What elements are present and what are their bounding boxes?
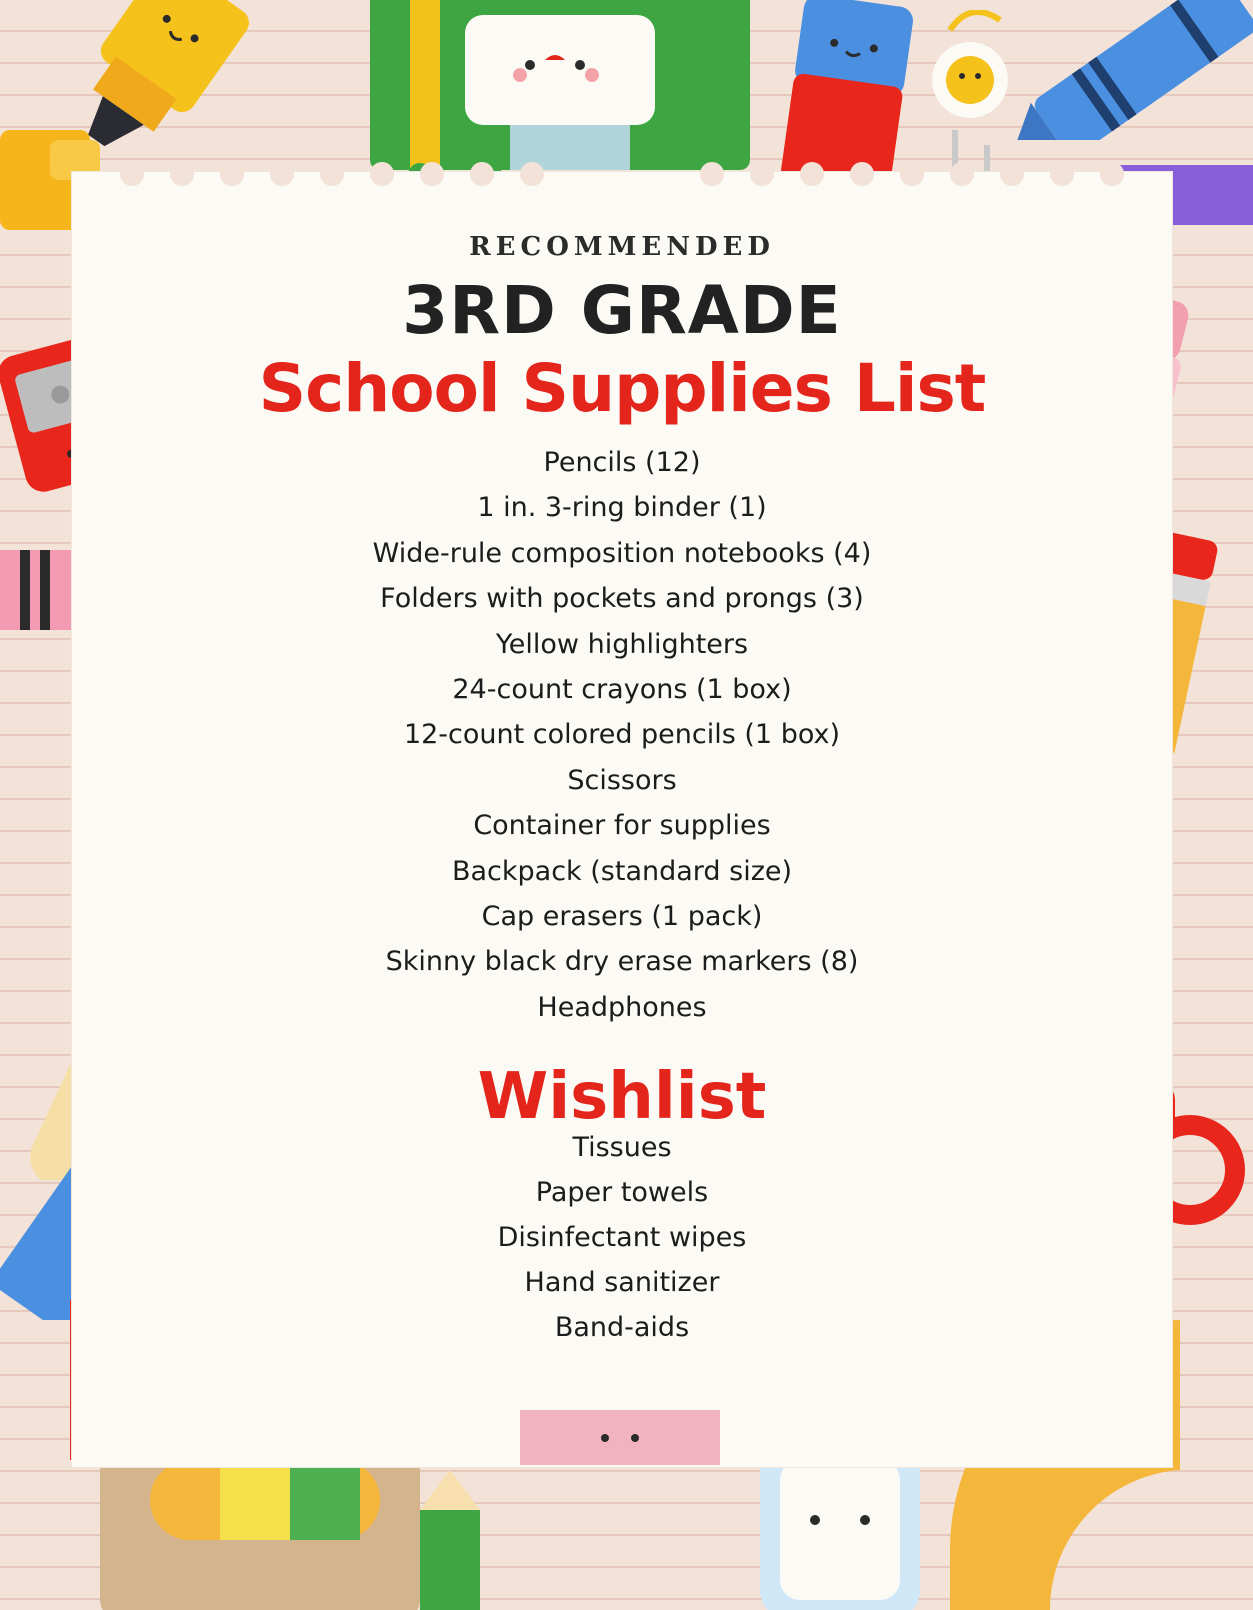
list-item: Backpack (standard size) bbox=[451, 855, 793, 887]
list-item: Container for supplies bbox=[473, 810, 771, 842]
page-title: School Supplies List bbox=[258, 350, 986, 427]
list-item: Wide-rule composition notebooks (4) bbox=[372, 537, 872, 569]
supplies-list bbox=[72, 440, 1172, 1030]
list-item: Disinfectant wipes bbox=[497, 1222, 747, 1253]
list-item: Hand sanitizer bbox=[524, 1267, 720, 1298]
paper-holes bbox=[72, 162, 1172, 192]
wishlist-list bbox=[72, 1125, 1172, 1350]
list-item: Cap erasers (1 pack) bbox=[481, 900, 763, 932]
list-item: Folders with pockets and prongs (3) bbox=[380, 583, 864, 615]
list-item: Scissors bbox=[567, 764, 677, 796]
washi-tape-illustration bbox=[520, 1410, 720, 1465]
list-item: 24-count crayons (1 box) bbox=[452, 673, 792, 705]
crayon-blue-illustration bbox=[1010, 0, 1253, 140]
grade-heading: 3RD GRADE bbox=[402, 272, 842, 349]
list-item: Yellow highlighters bbox=[495, 628, 749, 660]
list-item: Headphones bbox=[537, 991, 707, 1023]
list-item: Paper towels bbox=[535, 1177, 709, 1208]
list-item: Skinny black dry erase markers (8) bbox=[385, 946, 859, 978]
list-item: Band-aids bbox=[554, 1312, 690, 1343]
eyebrow-label: RECOMMENDED bbox=[469, 232, 775, 262]
wishlist-heading: Wishlist bbox=[477, 1060, 767, 1134]
list-item: 1 in. 3-ring binder (1) bbox=[477, 492, 767, 524]
paper-sheet bbox=[72, 172, 1172, 1467]
list-item: 12-count colored pencils (1 box) bbox=[403, 719, 841, 751]
list-item: Tissues bbox=[572, 1132, 672, 1163]
pencil-green-illustration bbox=[410, 1470, 490, 1610]
list-item: Pencils (12) bbox=[543, 447, 701, 478]
